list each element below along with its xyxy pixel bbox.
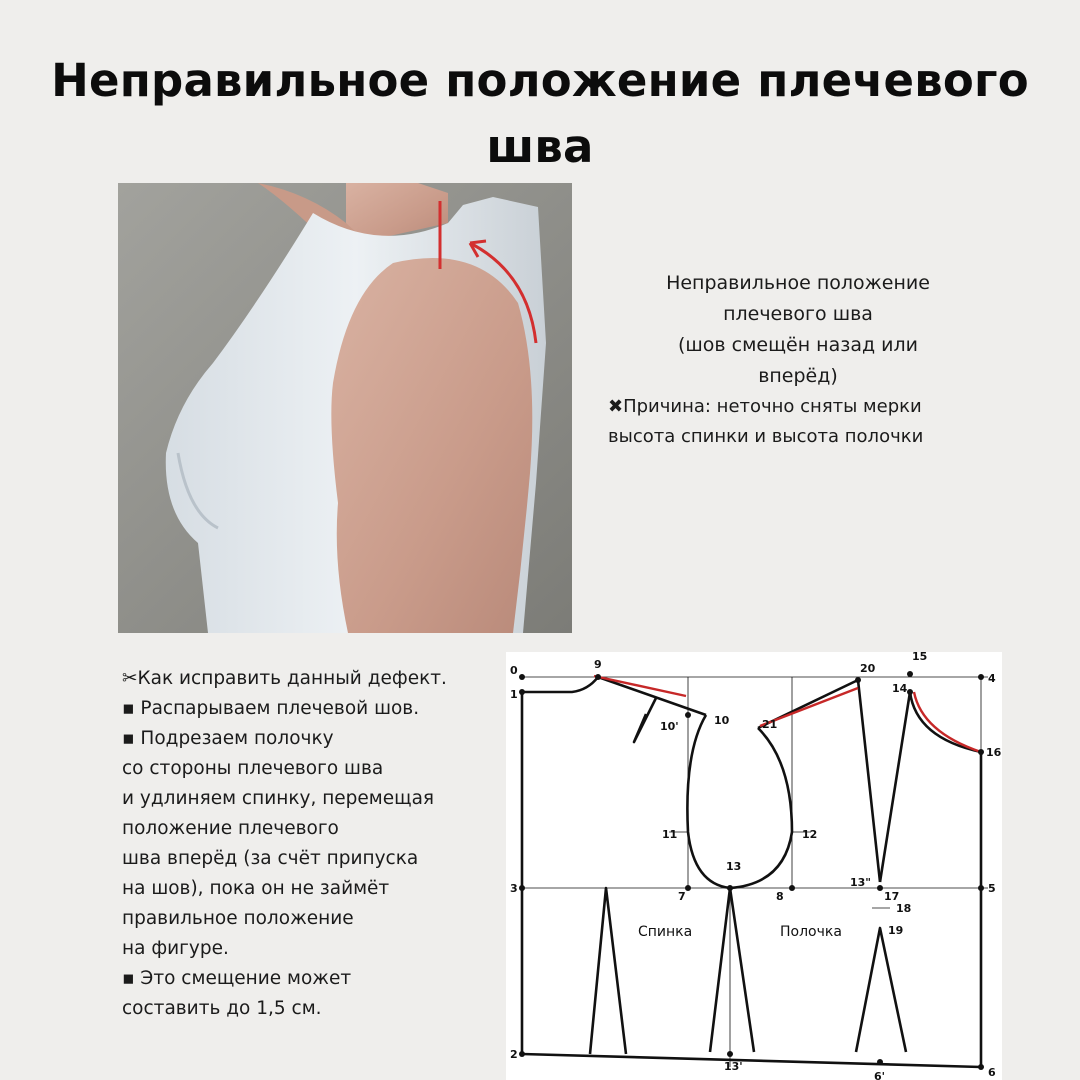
label-17: 17 xyxy=(884,890,900,903)
label-15: 15 xyxy=(912,652,928,663)
label-13-double-prime: 13" xyxy=(850,876,872,889)
defect-cause xyxy=(598,392,998,422)
label-13: 13 xyxy=(726,860,742,873)
front-neck xyxy=(880,692,981,882)
cross-icon: ✖ xyxy=(608,396,624,417)
fitting-photo-illustration xyxy=(118,183,572,633)
fix-line: на шов), пока он не займёт xyxy=(122,878,390,899)
pattern-drawing xyxy=(506,652,1002,1080)
label-16: 16 xyxy=(986,746,1002,759)
label-10-prime: 10' xyxy=(660,720,679,733)
defect-line-1: Неправильное положение xyxy=(666,272,930,294)
label-6-prime: 6' xyxy=(874,1070,886,1080)
pattern-diagram xyxy=(506,652,1002,1080)
label-2: 2 xyxy=(510,1048,518,1061)
page-title-line-1: Неправильное положение плечевого xyxy=(51,54,1029,107)
fix-line: ▪ Распарываем плечевой шов. xyxy=(122,698,420,719)
label-9: 9 xyxy=(594,658,602,671)
front-piece-label: Полочка xyxy=(780,924,842,940)
side-and-hem xyxy=(522,692,981,1067)
fix-line: ▪ Подрезаем полочку xyxy=(122,728,334,749)
back-waist-dart xyxy=(590,888,626,1054)
fix-line: ▪ Это смещение может xyxy=(122,968,352,989)
label-20: 20 xyxy=(860,662,876,675)
page-title-line-2: шва xyxy=(486,120,594,173)
back-piece-label: Спинка xyxy=(638,924,693,940)
defect-description xyxy=(598,268,998,452)
fix-line: положение плечевого xyxy=(122,818,339,839)
label-21: 21 xyxy=(762,718,778,731)
fix-line: со стороны плечевого шва xyxy=(122,758,384,779)
back-shoulder-dart xyxy=(634,698,656,742)
label-18: 18 xyxy=(896,902,912,915)
construction-grid xyxy=(522,677,988,1067)
defect-line-2: плечевого шва xyxy=(723,303,873,325)
label-4: 4 xyxy=(988,672,996,685)
arm xyxy=(331,258,532,633)
label-3: 3 xyxy=(510,882,518,895)
defect-line-3: (шов смещён назад или xyxy=(677,334,918,356)
fix-line: составить до 1,5 см. xyxy=(122,998,322,1019)
cause-text-1: Причина: неточно сняты мерки xyxy=(623,396,922,417)
cause-text-2: высота спинки и высота полочки xyxy=(608,426,924,447)
label-0: 0 xyxy=(510,664,518,677)
fix-line: шва вперёд (за счёт припуска xyxy=(122,848,419,869)
fitting-photo xyxy=(118,183,572,633)
label-8: 8 xyxy=(776,890,784,903)
label-11: 11 xyxy=(662,828,678,841)
label-19: 19 xyxy=(888,924,904,937)
side-waist-dart xyxy=(710,888,754,1052)
label-5: 5 xyxy=(988,882,996,895)
label-7: 7 xyxy=(678,890,686,903)
label-10: 10 xyxy=(714,714,730,727)
label-6: 6 xyxy=(988,1066,996,1079)
front-shoulder xyxy=(758,680,880,882)
label-1: 1 xyxy=(510,688,518,701)
fix-line: на фигуре. xyxy=(122,938,229,959)
fix-line: ✂Как исправить данный дефект. xyxy=(122,668,447,689)
label-13-prime: 13' xyxy=(724,1060,743,1073)
fix-line: правильное положение xyxy=(122,908,354,929)
defect-line-4: вперёд) xyxy=(758,365,838,387)
fix-line: и удлиняем спинку, перемещая xyxy=(122,788,435,809)
page-title xyxy=(0,48,1080,180)
back-neck-shoulder xyxy=(522,677,706,715)
label-14: 14 xyxy=(892,682,908,695)
label-12: 12 xyxy=(802,828,818,841)
fix-instructions xyxy=(122,664,507,1024)
pattern-outline xyxy=(522,677,981,1067)
front-waist-dart xyxy=(856,928,906,1052)
point-labels xyxy=(510,652,1002,1080)
construction-points xyxy=(519,671,984,1070)
